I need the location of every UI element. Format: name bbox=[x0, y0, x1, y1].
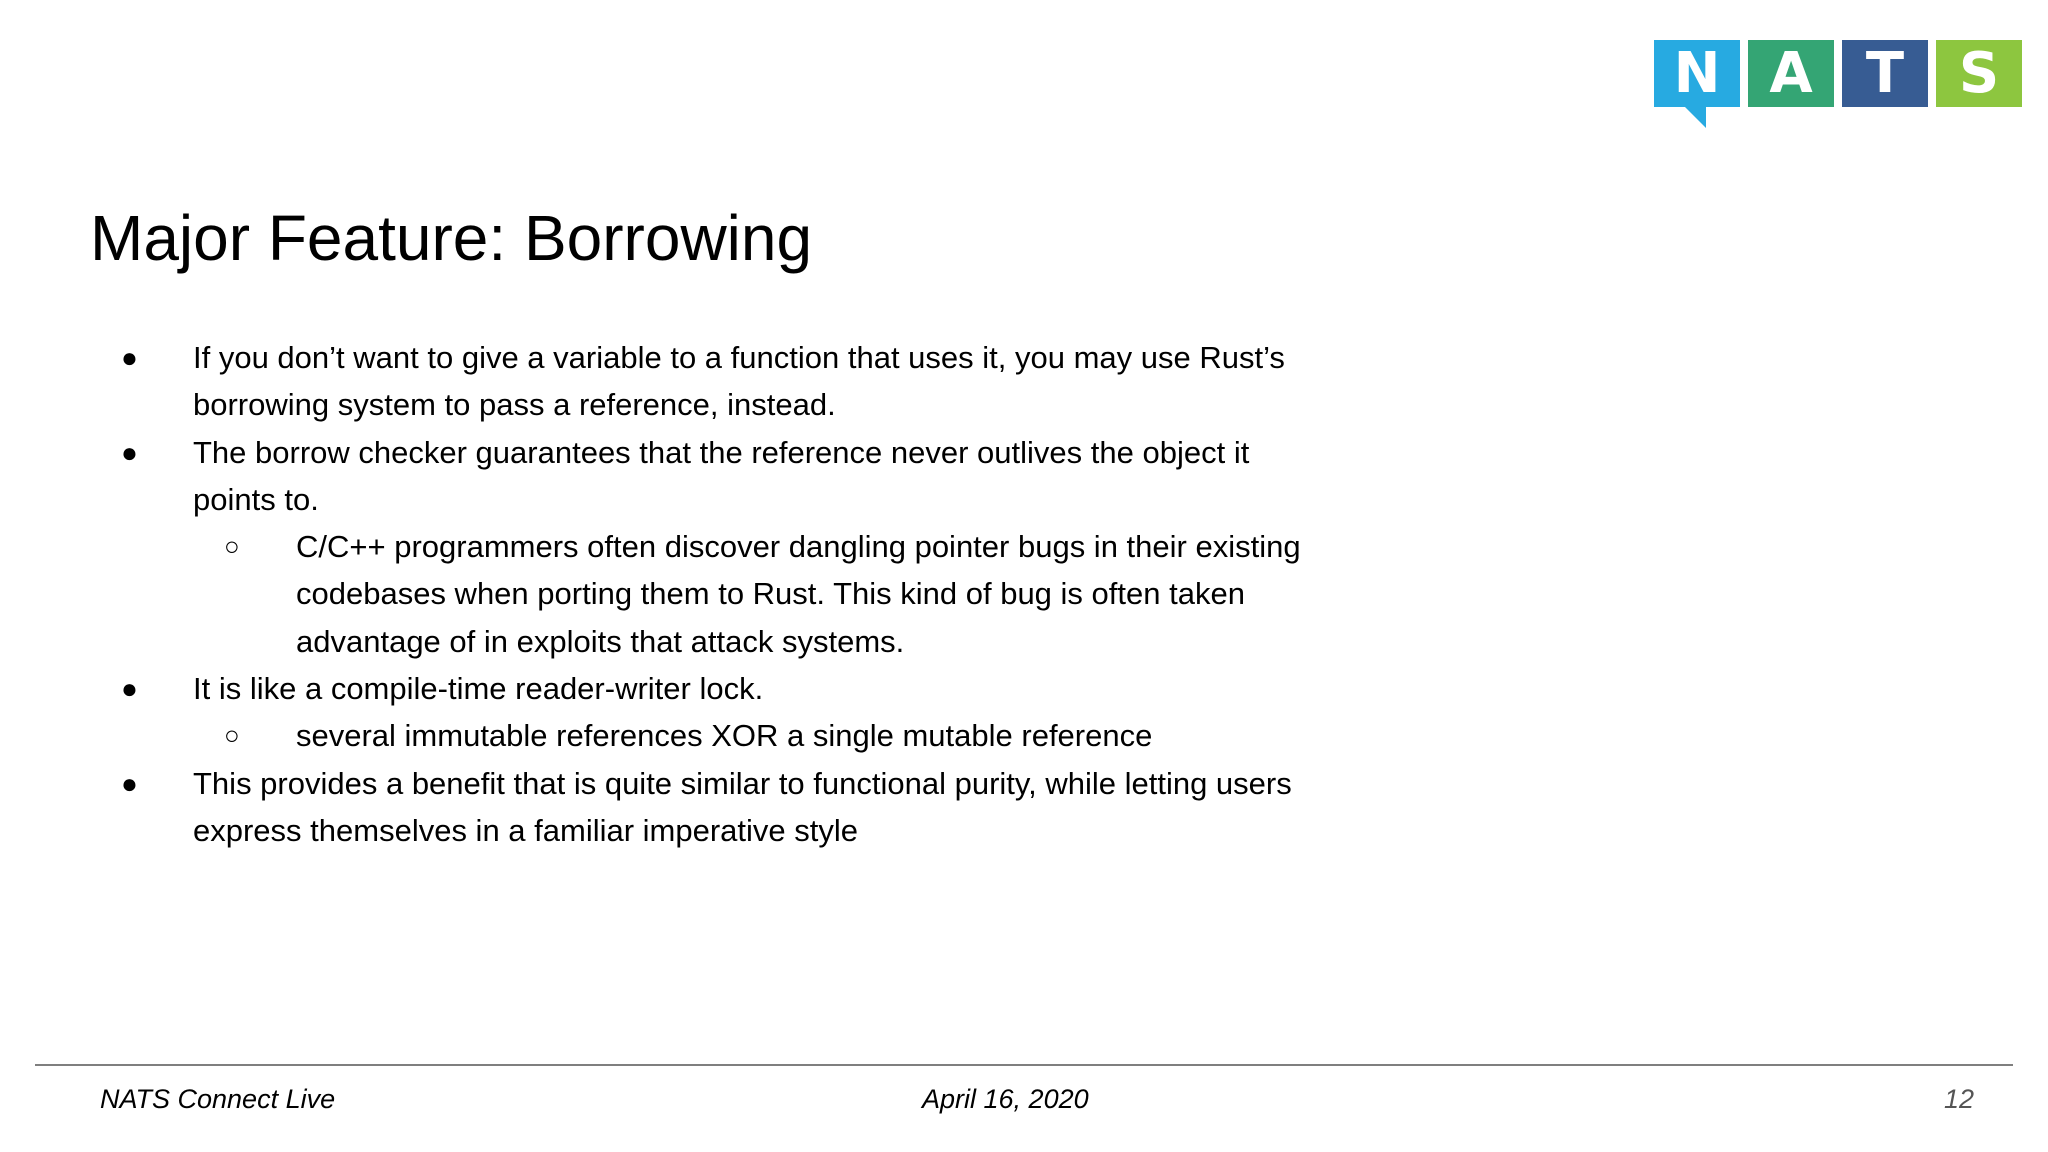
slide-title: Major Feature: Borrowing bbox=[90, 202, 813, 274]
bullet-item bbox=[0, 665, 1500, 712]
sub-bullet-text: C/C++ programmers often discover dangling pointer bugs in their existing bbox=[296, 529, 1301, 565]
logo-letter-s: S bbox=[1936, 40, 2022, 107]
sub-bullet-text: advantage of in exploits that attack systems. bbox=[296, 623, 905, 659]
sub-bullet-text: several immutable references XOR a single mutable reference bbox=[296, 718, 1153, 754]
bullet-text: If you don’t want to give a variable to a function that uses it, you may use Rust’s bbox=[193, 340, 1285, 375]
bullet-marker: ● bbox=[121, 342, 138, 373]
bullet-text: borrowing system to pass a reference, instead. bbox=[193, 387, 836, 423]
logo-speech-tail bbox=[1684, 106, 1706, 128]
bullet-marker: ● bbox=[121, 767, 138, 799]
bullet-text: It is like a compile-time reader-writer lock. bbox=[193, 671, 764, 707]
bullet-text: The borrow checker guarantees that the reference never outlives the object it bbox=[193, 434, 1250, 470]
sub-bullet-item bbox=[0, 712, 1500, 759]
sub-bullet-marker: ○ bbox=[224, 720, 240, 751]
sub-bullet-item bbox=[0, 523, 1500, 665]
bullet-item bbox=[0, 334, 1500, 429]
bullet-text: points to. bbox=[193, 481, 319, 517]
bullet-text: This provides a benefit that is quite similar to functional purity, while letting users bbox=[193, 765, 1292, 801]
footer-divider bbox=[35, 1064, 2013, 1066]
logo-letter-a: A bbox=[1748, 40, 1834, 107]
logo-letter-n: N bbox=[1654, 40, 1740, 107]
slide-number: 12 bbox=[1943, 1084, 1974, 1114]
nats-logo bbox=[1654, 40, 2022, 130]
bullet-marker: ● bbox=[121, 436, 138, 468]
bullet-text: express themselves in a familiar imperative style bbox=[193, 812, 859, 848]
sub-bullet-marker: ○ bbox=[224, 531, 240, 562]
logo-letter-t: T bbox=[1842, 40, 1928, 107]
footer-date: April 16, 2020 bbox=[922, 1084, 1089, 1114]
bullet-item bbox=[0, 760, 1500, 855]
bullet-list bbox=[0, 334, 1500, 854]
footer-event-name: NATS Connect Live bbox=[100, 1084, 336, 1114]
bullet-marker: ● bbox=[121, 673, 138, 705]
sub-bullet-text: codebases when porting them to Rust. This kind of bug is often taken bbox=[296, 576, 1245, 612]
bullet-item bbox=[0, 429, 1500, 524]
